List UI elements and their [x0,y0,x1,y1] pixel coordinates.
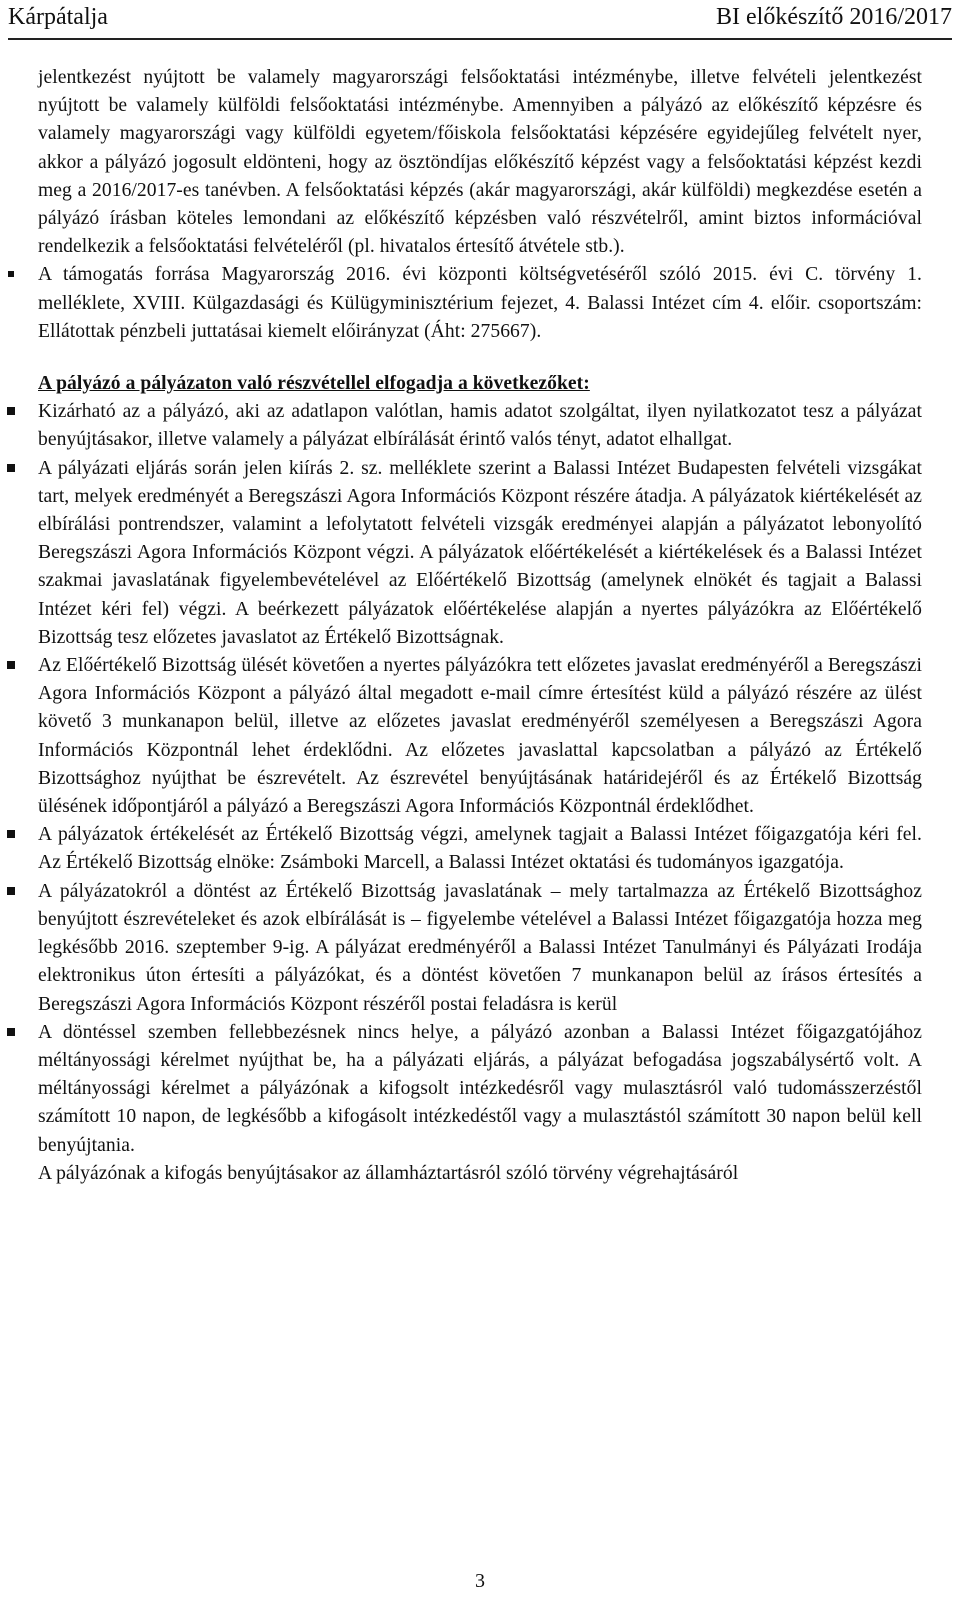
header-region: Kárpátalja [8,4,108,30]
section-title: A pályázó a pályázaton való részvétellel elfogadja a következőket: [38,373,590,395]
square-bullet-icon [7,661,15,669]
list-item-text: A pályázatok értékelését az Értékelő Bizottság végzi, amelynek tagjait a Balassi Intézet főigazgatója kéri fel. Az Értékelő Bizottság elnöke: Zsámboki Marcell, a Balassi Intézet oktatási és tudományos igazgatója. [38,824,922,874]
list-item-text: A pályázati eljárás során jelen kiírás 2. sz. melléklete szerint a Balassi Intézet Budapesten felvételi vizsgákat tart, melyek eredményét a Beregszászi Agora Információs Központ részére átadja. A pályázatok kiértékelését az elbírálási pontrendszer, valamint a lefolytatott felvételi vizsgák eredményei alapján a pályázatot lebonyolító Beregszászi Agora Információs Központ végzi. A pályázatok előértékelését a kiértékelések és a Balassi Intézet szakmai javaslatának figyelembevételével az Előértékelő Bizottság (amelynek elnökét és tagjait a Balassi Intézet kéri fel) végzi. A beérkezett pályázatok előértékelése alapján a nyertes pályázókra az Előértékelő Bizottság tesz előzetes javaslatot az Értékelő Bizottságnak. [38,457,922,648]
list-item [38,398,922,454]
funding-item-text: A támogatás forrása Magyarország 2016. évi központi költségvetéséről szóló 2015. évi C. törvény 1. melléklete, XVIII. Külgazdasági és Külügyminisztérium fejezet, 4. Balassi Intézet cím 4. előir. csoportszám: Ellátottak pénzbeli juttatásai kiemelt előirányzat (Áht: 275667). [38,264,922,342]
square-bullet-icon [7,1028,15,1036]
square-bullet-icon [7,464,15,472]
list-item-text: A döntéssel szemben fellebbezésnek nincs helye, a pályázó azonban a Balassi Intézet főigazgatójához méltányossági kérelmet nyújthat be, ha a pályázati eljárás, a pályázat befogadása jogszabálysértő volt. A méltányossági kérelmet a pályázónak a kifogsolt intézkedésről vagy mulasztásról való tudomásszerzéstől számított 10 napon, de legkésőbb a kifogásolt intézkedéstől vagy a mulasztástól számított 30 napon belül kell benyújtania. [38,1021,922,1156]
square-bullet-icon [7,830,15,838]
continuation-text: A pályázónak a kifogás benyújtásakor az államháztartásról szóló törvény végrehajtásáról [38,1162,739,1184]
list-item [38,652,922,821]
funding-item [38,261,922,346]
page-number: 3 [475,1570,485,1592]
square-bullet-icon [7,407,15,415]
conditions-list [38,398,922,1159]
list-item [38,1019,922,1160]
square-bullet-icon [8,271,14,277]
document-body [38,64,922,1188]
page-header [8,0,952,40]
funding-list [38,261,922,346]
list-item-text: Kizárható az a pályázó, aki az adatlapon valótlan, hamis adatot szolgáltat, ilyen nyilatkozatot tesz a pályázat benyújtásakor, illetve valamely a pályázat elbírálását érintő valós tényt, adatot elhallgat. [38,401,922,451]
list-item [38,821,922,877]
square-bullet-icon [7,887,15,895]
list-item [38,878,922,1019]
header-document-title: BI előkészítő 2016/2017 [716,4,952,30]
list-item [38,455,922,652]
intro-paragraph: jelentkezést nyújtott be valamely magyarországi felsőoktatási intézménybe, illetve felvételi jelentkezést nyújtott be valamely külföldi felsőoktatási intézménybe. Amennyiben a pályázó az előkészítő képzésre és valamely magyarországi vagy külföldi egyetem/főiskola felsőoktatási képzésére egyidejűleg felvételt nyer, akkor a pályázó jogosult eldönteni, hogy az ösztöndíjas előkészítő képzést vagy a felsőoktatási képzést kezdi meg a 2016/2017-es tanévben. A felsőoktatási képzés (akár magyarországi, akár külföldi) megkezdése esetén a pályázó írásban köteles lemondani az előkészítő képzésben való részvételről, amint biztos információval rendelkezik a felsőoktatási felvételéről (pl. hivatalos értesítő átvétele stb.). [38,67,922,258]
list-item-text: Az Előértékelő Bizottság ülését követően a nyertes pályázókra tett előzetes javaslat eredményéről a Beregszászi Agora Információs Központ a pályázó által megadott e-mail címre értesítést küld a pályázó részére az ülést követő 3 munkanapon belül, illetve az előzetes javaslat eredményéről személyesen a Beregszászi Agora Információs Központnál lehet érdeklődni. Az előzetes javaslattal kapcsolatban a pályázó az Értékelő Bizottsághoz nyújthat be észrevételt. Az észrevétel benyújtásának határidejéről és az Értékelő Bizottság ülésének időpontjáról a pályázó a Beregszászi Agora Információs Központnál érdeklődhet. [38,655,922,818]
list-item-text: A pályázatokról a döntést az Értékelő Bizottság javaslatának – mely tartalmazza az Értékelő Bizottsághoz benyújtott észrevételeket és azok elbírálását is – figyelembe vételével a Balassi Intézet főigazgatója hozza meg legkésőbb 2016. szeptember 9-ig. A pályázat eredményéről a Balassi Intézet Tanulmányi és Pályázati Irodája elektronikus úton értesíti a pályázókat, és a döntést követően 7 munkanapon belül az írásos értesítés a Beregszászi Agora Információs Központ részéről postai feladásra is kerül [38,880,922,1015]
